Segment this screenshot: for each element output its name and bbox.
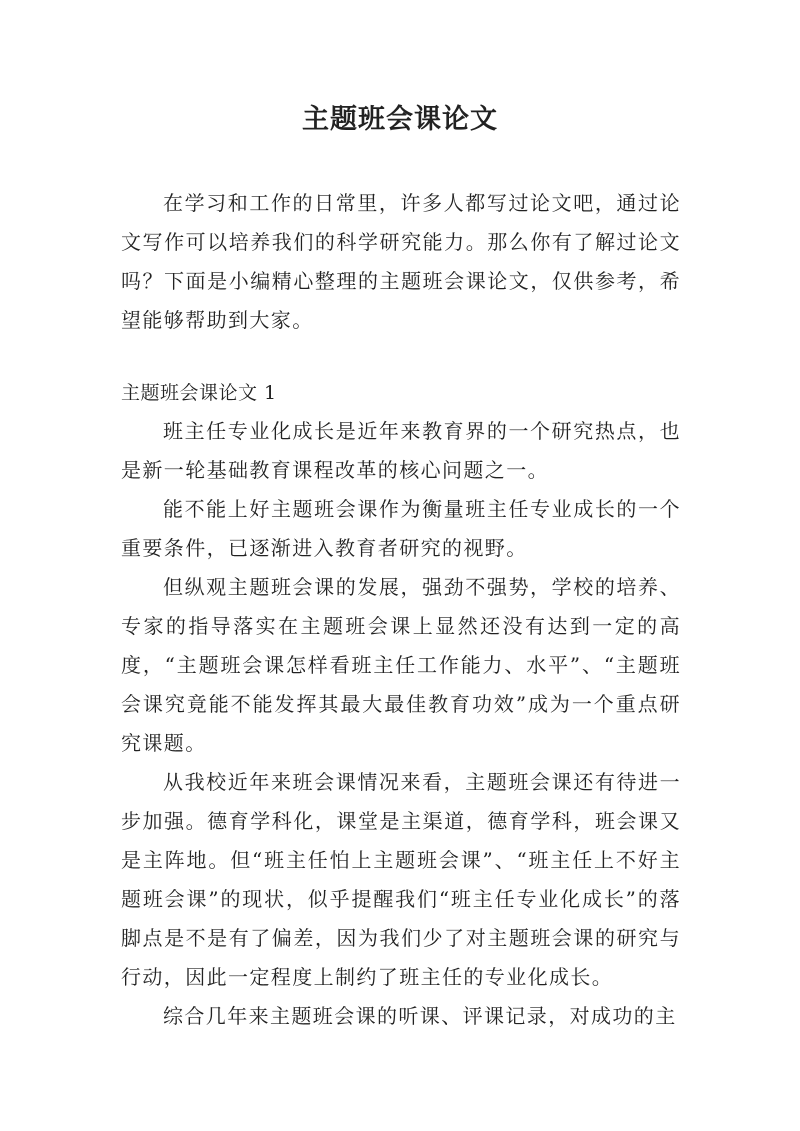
document-title: 主题班会课论文 bbox=[302, 104, 498, 135]
section-heading: 主题班会课论文 1 bbox=[121, 382, 277, 404]
intro-block bbox=[121, 184, 681, 340]
body-paragraph-1: 班主任专业化成长是近年来教育界的一个研究热点，也是新一轮基础教育课程改革的核心问题之一。 bbox=[121, 419, 681, 482]
body-paragraph-4: 从我校近年来班会课情况来看，主题班会课还有待进一步加强。德育学科化，课堂是主渠道，德育学科，班会课又是主阵地。但“班主任怕上主题班会课”、“班主任上不好主题班会课”的现状，似乎提醒我们“班主任专业化成长”的落脚点是不是有了偏差，因为我们少了对主题班会课的研究与行动，因此一定程度上制约了班主任的专业化成长。 bbox=[121, 770, 681, 989]
intro-paragraph: 在学习和工作的日常里，许多人都写过论文吧，通过论文写作可以培养我们的科学研究能力。那么你有了解过论文吗？下面是小编精心整理的主题班会课论文，仅供参考，希望能够帮助到大家。 bbox=[121, 191, 681, 332]
body-paragraph-2: 能不能上好主题班会课作为衡量班主任专业成长的一个重要条件，已逐渐进入教育者研究的视野。 bbox=[121, 497, 681, 560]
body-paragraph-5: 综合几年来主题班会课的听课、评课记录，对成功的主 bbox=[163, 1004, 677, 1028]
section-body bbox=[121, 374, 681, 1036]
body-paragraph-3: 但纵观主题班会课的发展，强劲不强势，学校的培养、专家的指导落实在主题班会课上显然还没有达到一定的高度，“主题班会课怎样看班主任工作能力、水平”、“主题班会课究竟能不能发挥其最大最佳教育功效”成为一个重点研究课题。 bbox=[121, 575, 681, 755]
